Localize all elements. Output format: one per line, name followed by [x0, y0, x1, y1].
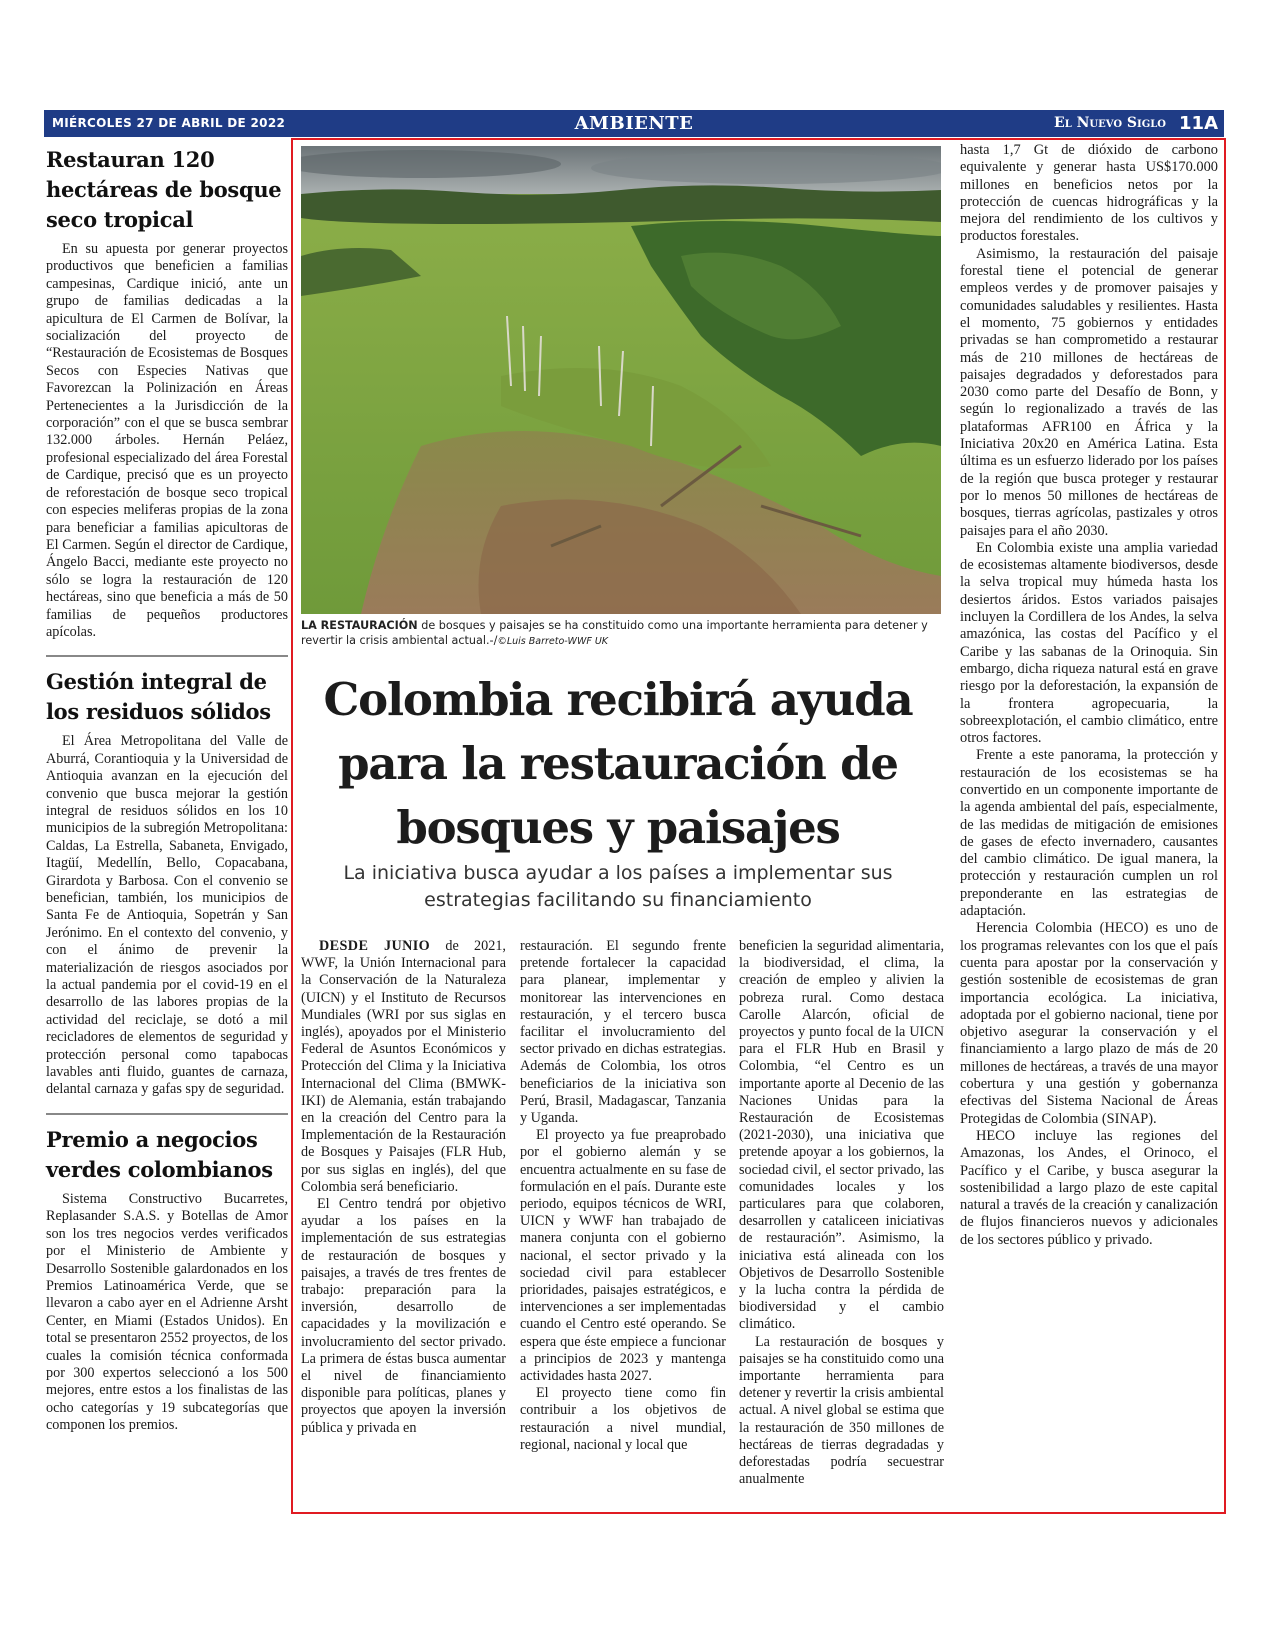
paragraph: El proyecto tiene como fin contribuir a los objetivos de restauración a nivel mundial, regional, nacional y local que: [520, 1385, 726, 1453]
paragraph: restauración. El segundo frente pretende fortalecer la capacidad para planear, implementar y monitorear las intervenciones en restauración, y el tercero busca facilitar el involucramiento del sector privado en dichas estrategias. Además de Colombia, los otros beneficiarios de la iniciativa son Perú, Brasil, Madagascar, Tanzania y Uganda.: [520, 938, 726, 1127]
paragraph: hasta 1,7 Gt de dióxido de carbono equivalente y generar hasta US$170.000 millones en beneficios netos por la protección de cuencas hidrográficas y la mejora del rendimiento de los cultivos y productos forestales.: [960, 142, 1218, 245]
newspaper-brand: El Nuevo Siglo: [1054, 115, 1166, 131]
article-subheadline: La iniciativa busca ayudar a los países a implementar sus estrategias facilitando su financiamiento: [343, 862, 893, 911]
brief-body: El Área Metropolitana del Valle de Aburrá, Corantioquia y la Universidad de Antioquia avanzan en la ejecución del convenio que busca mejorar la gestión integral de residuos sólidos en los 10 municipios de la subregión Metropolitana: Caldas, La Estrella, Sabaneta, Envigado, Itagüí, Medellín, Bello, Copacabana, Girardota y Barbosa. Con el convenio se benefician, también, los municipios de Santa Fe de Antioquia, Sopetrán y San Jerónimo. En el contexto del convenio, y con el ánimo de prevenir la materialización de riesgos asociados por la actual pandemia por el covid-19 en el desarrollo de las labores propias de la actividad del reciclaje, se dotó a mil recicladores de elementos de seguridad y protección personal como tapabocas lavables anti fluido, guantes de carnaza, delantal carnaza y gafas spy de seguridad.: [46, 733, 288, 1098]
article-column-1: [301, 938, 506, 1514]
brief-body: Sistema Constructivo Bucarretes, Replasander S.A.S. y Botellas de Amor son los tres negocios verdes verificados por el Ministerio de Ambiente y Desarrollo Sostenible galardonados en los Premios Latinoamérica Verde, que se llevaron a cabo ayer en el Adrienne Arsht Center, en Miami (Estados Unidos). En total se presentaron 2552 proyectos, de los cuales la comisión técnica conformada por 300 expertos seleccionó a los 500 mejores, entre estos a los finalistas de las ocho categorías y 19 subcategorías que componen los premios.: [46, 1190, 288, 1434]
caption-text: de bosques y paisajes se ha constituido como una importante herramienta para detener y revertir la crisis ambiental actual.-/: [301, 619, 928, 647]
page-header: [44, 110, 1224, 137]
photo-caption: [301, 618, 941, 649]
paragraph: El Centro tendrá por objetivo ayudar a los países en la implementación de sus estrategias de restauración de bosques y paisajes, a través de tres frentes de trabajo: preparación para la inversión, desarrollo de capacidades y la movilización e involucramiento del sector privado. La primera de éstas busca aumentar el nivel de financiamiento disponible para políticas, planes y proyectos que apoyen la inversión pública y privada en: [301, 1196, 506, 1436]
article-column-2: [520, 938, 726, 1514]
paragraph: La restauración de bosques y paisajes se ha constituido como una importante herramienta para detener y revertir la crisis ambiental actual. A nivel global se estima que la restauración de 350 millones de hectáreas de tierras degradadas y deforestadas podría secuestrar anualmente: [739, 1333, 944, 1488]
paragraph: Frente a este panorama, la protección y restauración de los ecosistemas se ha convertido en un componente importante de la agenda ambiental del país, especialmente, de las medidas de mitigación de emisiones de gases de efecto invernadero, causantes del cambio climático. De igual manera, la protección y restauración cumplen un rol preponderante en las estrategias de adaptación.: [960, 747, 1218, 920]
article-column-4: [960, 142, 1218, 1512]
paragraph: Herencia Colombia (HECO) es uno de los programas relevantes con los que el país cuenta para apostar por la conservación y gestión sostenible de ecosistemas de gran importancia ecológica. La iniciativa, adoptada por el gobierno nacional, tiene por objetivo asegurar la conservación y el financiamiento a largo plazo de más de 20 millones de hectáreas, a través de una mayor cobertura y una gestión y gobernanza efectivas del Sistema Nacional de Áreas Protegidas de Colombia (SINAP).: [960, 920, 1218, 1127]
brief-title: Restauran 120 hectáreas de bosque seco tropical: [46, 147, 282, 232]
section-title: AMBIENTE: [574, 113, 694, 134]
brief-divider: [46, 655, 288, 657]
paragraph: En Colombia existe una amplia variedad de ecosistemas altamente biodiversos, desde la selva tropical muy húmeda hasta los desiertos áridos. Estos variados paisajes incluyen la Cordillera de los Andes, la selva amazónica, las costas del Pacífico y el Caribe y las sabanas de la Orinoquia. Sin embargo, dicha riqueza natural está en grave riesgo por la deforestación, la expansión de la frontera agropecuaria, la sobreexplotación, el cambio climático, entre otros factores.: [960, 539, 1218, 747]
forest-restoration-photo: [301, 146, 941, 614]
brief-divider: [46, 1113, 288, 1115]
brief-title: Premio a negocios verdes colombianos: [46, 1126, 273, 1182]
paragraph: Asimismo, la restauración del paisaje forestal tiene el potencial de generar empleos verdes y de promover paisajes y comunidades saludables y resilientes. Hasta el momento, 75 gobiernos y entidades privadas se han comprometido a restaurar más de 210 millones de hectáreas de paisajes degradados y deforestados para 2030 como parte del Desafío de Bonn, y según lo regionalizado a través de las plataformas AFR100 en África y la Iniciativa 20x20 en América Latina. Esta última es un esfuerzo liderado por los países de la región que busca proteger y restaurar por lo menos 50 millones de hectáreas de bosques, tierras agrícolas, pastizales y otros paisajes para el año 2030.: [960, 245, 1218, 539]
paragraph: beneficien la seguridad alimentaria, la biodiversidad, el clima, la creación de empleo y alivien la pobreza rural. Como destaca Carolle Alarcón, oficial de proyectos y punto focal de la UICN para el FLR Hub en Brasil y Colombia, “el Centro es un importante aporte al Decenio de las Naciones Unidas para la Restauración de Ecosistemas (2021-2030), una iniciativa que pretende apoyar a los gobiernos, la sociedad civil, el sector privado, las comunidades locales y los particulares para que colaboren, desarrollen y cataliceen iniciativas de restauración”. Asimismo, la iniciativa está alineada con los Objetivos de Desarrollo Sostenible y la lucha contra la pérdida de biodiversidad y el cambio climático.: [739, 938, 944, 1333]
page-number: 11A: [1179, 113, 1218, 134]
paragraph: HECO incluye las regiones del Amazonas, los Andes, el Orinoco, el Pacífico y el Caribe, y busca asegurar la sostenibilidad a largo plazo de este capital natural a través de la creación y canalización de flujos financieros nuevos y adicionales de los sectores público y privado.: [960, 1127, 1218, 1248]
brief-restauran: [46, 145, 288, 641]
article-column-3: [739, 938, 944, 1514]
photo-credit: ©Luis Barreto-WWF UK: [497, 636, 609, 647]
brief-body: En su apuesta por generar proyectos productivos que beneficien a familias campesinas, Cardique inició, ante un grupo de familias dedicadas a la apicultura de El Carmen de Bolívar, la socialización del proyecto de “Restauración de Ecosistemas de Bosques Secos con Especies Nativas que Favorezcan la Polinización en Áreas Pertenecientes a la Jurisdicción de la corporación” con el que se busca sembrar 132.000 árboles. Hernán Peláez, profesional especializado del área Forestal de Cardique, precisó que es un proyecto de reforestación de bosque seco tropical con especies meliferas propias de la zona para beneficiar a familias apicultoras de El Carmen. Según el director de Cardique, Ángelo Bacci, mediante este proyecto no sólo se logra la restauración de 120 hectáreas, sino que beneficia a más de 50 familias de pequeños productores apícolas.: [46, 241, 288, 640]
caption-lead: LA RESTAURACIÓN: [301, 619, 418, 632]
brief-premio: [46, 1125, 288, 1435]
paragraph: [301, 938, 506, 1196]
news-briefs-column: [46, 145, 288, 1435]
dateline: DESDE JUNIO: [319, 938, 431, 954]
paragraph: El proyecto ya fue preaprobado por el gobierno alemán y se encuentra actualmente en su fase de formulación en el país. Durante este periodo, equipos técnicos de WRI, UICN y WWF han trabajado de manera conjunta con el gobierno nacional, el sector privado y la sociedad civil para establecer prioridades, paisajes estratégicos, e intervenciones a ser implementadas cuando el Centro esté operando. Se espera que éste empiece a funcionar a principios de 2023 y mantenga actividades hasta 2027.: [520, 1127, 726, 1385]
issue-date: MIÉRCOLES 27 DE ABRIL DE 2022: [52, 116, 286, 130]
brief-residuos: [46, 667, 288, 1099]
paragraph-text: de 2021, WWF, la Unión Internacional para la Conservación de la Naturaleza (UICN) y el Instituto de Recursos Mundiales (WRI por sus siglas en inglés), apoyados por el Ministerio Federal de Asuntos Económicos y Protección del Clima y la Iniciativa Internacional del Clima (BMWK-IKI) de Alemania, están trabajando en la creación del Centro para la Implementación de la Restauración de Bosques y Paisajes (FLR Hub, por sus siglas en inglés), del que Colombia será beneficiario.: [301, 938, 506, 1195]
brief-title: Gestión integral de los residuos sólidos: [46, 669, 271, 725]
article-headline: Colombia recibirá ayuda para la restauración de bosques y paisajes: [323, 673, 913, 854]
main-article: [291, 138, 1226, 1514]
